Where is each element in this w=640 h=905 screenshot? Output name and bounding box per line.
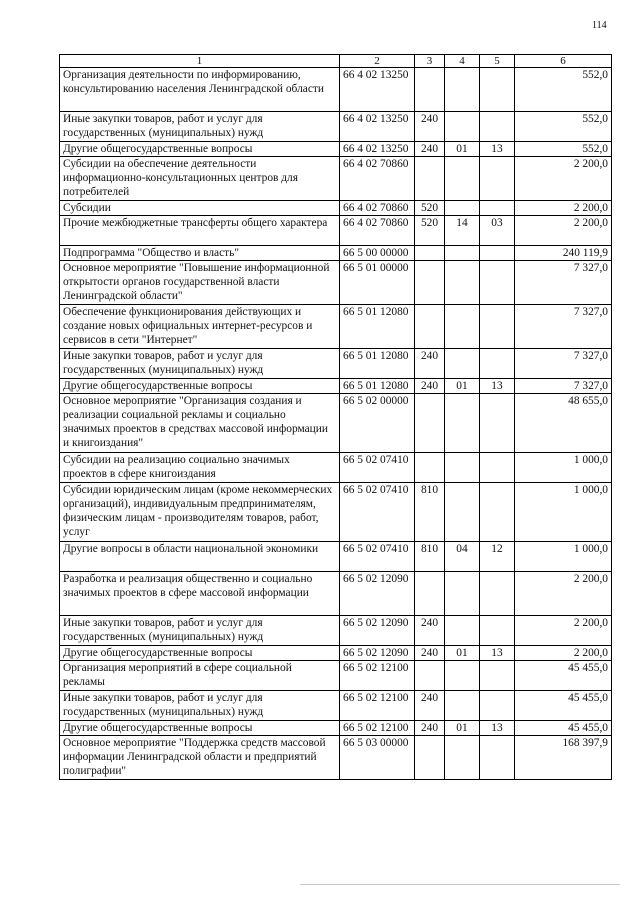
cell-amount: 2 200,0: [515, 201, 612, 216]
table-row: [60, 112, 612, 142]
cell-col5: 12: [480, 542, 515, 572]
cell-col4: 01: [445, 721, 480, 736]
table-row: [60, 616, 612, 646]
cell-name: Другие вопросы в области национальной экономики: [60, 542, 340, 572]
table-header-row: [60, 55, 612, 68]
cell-name: Основное мероприятие "Организация создания и реализации социальной рекламы и социально значимых проектов в средствах массовой информации и книгоиздания": [60, 394, 340, 453]
cell-amount: 2 200,0: [515, 616, 612, 646]
cell-col5: [480, 112, 515, 142]
cell-name: Субсидии юридическим лицам (кроме некоммерческих организаций), индивидуальным предпринимателям, физическим лицам - производителям товаров, работ, услуг: [60, 483, 340, 542]
table-row: [60, 246, 612, 261]
cell-code: 66 4 02 13250: [340, 112, 415, 142]
cell-col3: 810: [415, 542, 445, 572]
cell-code: 66 4 02 13250: [340, 142, 415, 157]
cell-col3: [415, 68, 445, 112]
cell-col3: 240: [415, 721, 445, 736]
cell-col5: 13: [480, 142, 515, 157]
cell-col5: 13: [480, 379, 515, 394]
cell-name: Иные закупки товаров, работ и услуг для государственных (муниципальных) нужд: [60, 112, 340, 142]
bottom-rule: [300, 884, 620, 885]
cell-code: 66 5 02 12090: [340, 572, 415, 616]
cell-col5: [480, 691, 515, 721]
budget-table: [59, 54, 612, 780]
table-row: [60, 721, 612, 736]
cell-col3: [415, 453, 445, 483]
cell-name: Другие общегосударственные вопросы: [60, 721, 340, 736]
cell-name: Прочие межбюджетные трансферты общего характера: [60, 216, 340, 246]
cell-col4: [445, 349, 480, 379]
table-row: [60, 261, 612, 305]
cell-col4: [445, 453, 480, 483]
cell-amount: 48 655,0: [515, 394, 612, 453]
page-number: 114: [592, 20, 607, 31]
cell-col5: [480, 68, 515, 112]
table-row: [60, 661, 612, 691]
cell-col3: [415, 157, 445, 201]
cell-name: Основное мероприятие "Повышение информационной открытости органов государственной власти Ленинградской области": [60, 261, 340, 305]
cell-col3: [415, 261, 445, 305]
cell-name: Иные закупки товаров, работ и услуг для государственных (муниципальных) нужд: [60, 691, 340, 721]
cell-code: 66 4 02 13250: [340, 68, 415, 112]
cell-col4: 01: [445, 379, 480, 394]
cell-amount: 2 200,0: [515, 216, 612, 246]
cell-col3: 810: [415, 483, 445, 542]
cell-code: 66 5 02 12100: [340, 721, 415, 736]
cell-amount: 2 200,0: [515, 646, 612, 661]
table-row: [60, 572, 612, 616]
cell-col3: 240: [415, 349, 445, 379]
cell-code: 66 5 02 12100: [340, 691, 415, 721]
table-row: [60, 349, 612, 379]
cell-col4: [445, 112, 480, 142]
cell-amount: 552,0: [515, 112, 612, 142]
cell-col5: [480, 349, 515, 379]
cell-col4: [445, 691, 480, 721]
table-row: [60, 453, 612, 483]
table-row: [60, 379, 612, 394]
cell-col4: 14: [445, 216, 480, 246]
cell-amount: 1 000,0: [515, 483, 612, 542]
cell-col4: [445, 261, 480, 305]
cell-col4: 01: [445, 646, 480, 661]
cell-code: 66 5 01 00000: [340, 261, 415, 305]
cell-col4: [445, 572, 480, 616]
cell-col4: [445, 305, 480, 349]
cell-col4: [445, 483, 480, 542]
cell-code: 66 4 02 70860: [340, 216, 415, 246]
cell-col4: [445, 68, 480, 112]
table-row: [60, 542, 612, 572]
cell-amount: 2 200,0: [515, 572, 612, 616]
header-col-2: 2: [340, 55, 415, 68]
cell-name: Основное мероприятие "Поддержка средств массовой информации Ленинградской области и предприятий полиграфии": [60, 736, 340, 780]
header-col-1: 1: [60, 55, 340, 68]
cell-col4: 01: [445, 142, 480, 157]
cell-col5: 13: [480, 721, 515, 736]
table-row: [60, 142, 612, 157]
table-row: [60, 201, 612, 216]
table-row: [60, 394, 612, 453]
table-row: [60, 736, 612, 780]
cell-col3: 240: [415, 112, 445, 142]
cell-amount: 45 455,0: [515, 691, 612, 721]
cell-col4: [445, 394, 480, 453]
cell-col5: [480, 483, 515, 542]
cell-col5: [480, 201, 515, 216]
cell-code: 66 4 02 70860: [340, 157, 415, 201]
cell-col4: [445, 661, 480, 691]
cell-name: Другие общегосударственные вопросы: [60, 142, 340, 157]
cell-amount: 240 119,9: [515, 246, 612, 261]
cell-col3: 240: [415, 616, 445, 646]
cell-code: 66 5 01 12080: [340, 349, 415, 379]
cell-code: 66 5 00 00000: [340, 246, 415, 261]
table-row: [60, 646, 612, 661]
cell-name: Иные закупки товаров, работ и услуг для государственных (муниципальных) нужд: [60, 349, 340, 379]
cell-name: Обеспечение функционирования действующих и создание новых официальных интернет-ресурсов и сервисов в сети "Интернет": [60, 305, 340, 349]
cell-col3: 240: [415, 142, 445, 157]
cell-name: Субсидии на реализацию социально значимых проектов в сфере книгоиздания: [60, 453, 340, 483]
cell-col3: 240: [415, 379, 445, 394]
cell-col5: [480, 572, 515, 616]
cell-col5: [480, 736, 515, 780]
table-row: [60, 483, 612, 542]
cell-amount: 45 455,0: [515, 661, 612, 691]
cell-code: 66 5 02 12090: [340, 646, 415, 661]
cell-col5: [480, 246, 515, 261]
cell-col3: 240: [415, 691, 445, 721]
cell-col3: [415, 246, 445, 261]
cell-col5: [480, 394, 515, 453]
cell-amount: 7 327,0: [515, 349, 612, 379]
cell-name: Другие общегосударственные вопросы: [60, 379, 340, 394]
table-row: [60, 305, 612, 349]
cell-code: 66 5 01 12080: [340, 305, 415, 349]
table-row: [60, 691, 612, 721]
cell-col3: [415, 572, 445, 616]
cell-amount: 1 000,0: [515, 453, 612, 483]
cell-col3: [415, 736, 445, 780]
cell-name: Субсидии: [60, 201, 340, 216]
cell-code: 66 5 03 00000: [340, 736, 415, 780]
cell-col4: [445, 246, 480, 261]
header-col-6: 6: [515, 55, 612, 68]
header-col-3: 3: [415, 55, 445, 68]
cell-col4: [445, 736, 480, 780]
cell-code: 66 4 02 70860: [340, 201, 415, 216]
cell-col5: 13: [480, 646, 515, 661]
table-row: [60, 216, 612, 246]
cell-code: 66 5 02 12100: [340, 661, 415, 691]
cell-col5: [480, 305, 515, 349]
cell-amount: 2 200,0: [515, 157, 612, 201]
cell-amount: 552,0: [515, 68, 612, 112]
cell-code: 66 5 02 07410: [340, 483, 415, 542]
header-col-5: 5: [480, 55, 515, 68]
cell-col3: 520: [415, 201, 445, 216]
cell-name: Организация мероприятий в сфере социальной рекламы: [60, 661, 340, 691]
cell-col5: [480, 616, 515, 646]
cell-col3: [415, 394, 445, 453]
cell-col4: [445, 201, 480, 216]
cell-amount: 7 327,0: [515, 305, 612, 349]
cell-col5: [480, 157, 515, 201]
cell-amount: 45 455,0: [515, 721, 612, 736]
cell-code: 66 5 01 12080: [340, 379, 415, 394]
cell-name: Подпрограмма "Общество и власть": [60, 246, 340, 261]
cell-col3: 520: [415, 216, 445, 246]
cell-col5: [480, 661, 515, 691]
cell-col5: [480, 261, 515, 305]
cell-amount: 552,0: [515, 142, 612, 157]
cell-amount: 7 327,0: [515, 261, 612, 305]
cell-code: 66 5 02 00000: [340, 394, 415, 453]
cell-col4: [445, 616, 480, 646]
cell-col5: [480, 453, 515, 483]
cell-amount: 1 000,0: [515, 542, 612, 572]
cell-col4: [445, 157, 480, 201]
cell-col3: 240: [415, 646, 445, 661]
cell-name: Субсидии на обеспечение деятельности информационно-консультационных центров для потребителей: [60, 157, 340, 201]
cell-code: 66 5 02 12090: [340, 616, 415, 646]
cell-col3: [415, 661, 445, 691]
table-row: [60, 157, 612, 201]
cell-code: 66 5 02 07410: [340, 453, 415, 483]
cell-name: Другие общегосударственные вопросы: [60, 646, 340, 661]
cell-col3: [415, 305, 445, 349]
cell-col5: 03: [480, 216, 515, 246]
cell-code: 66 5 02 07410: [340, 542, 415, 572]
cell-amount: 7 327,0: [515, 379, 612, 394]
cell-name: Иные закупки товаров, работ и услуг для государственных (муниципальных) нужд: [60, 616, 340, 646]
cell-name: Организация деятельности по информированию, консультированию населения Ленинградской области: [60, 68, 340, 112]
cell-amount: 168 397,9: [515, 736, 612, 780]
header-col-4: 4: [445, 55, 480, 68]
table-row: [60, 68, 612, 112]
cell-col4: 04: [445, 542, 480, 572]
cell-name: Разработка и реализация общественно и социально значимых проектов в сфере массовой информации: [60, 572, 340, 616]
